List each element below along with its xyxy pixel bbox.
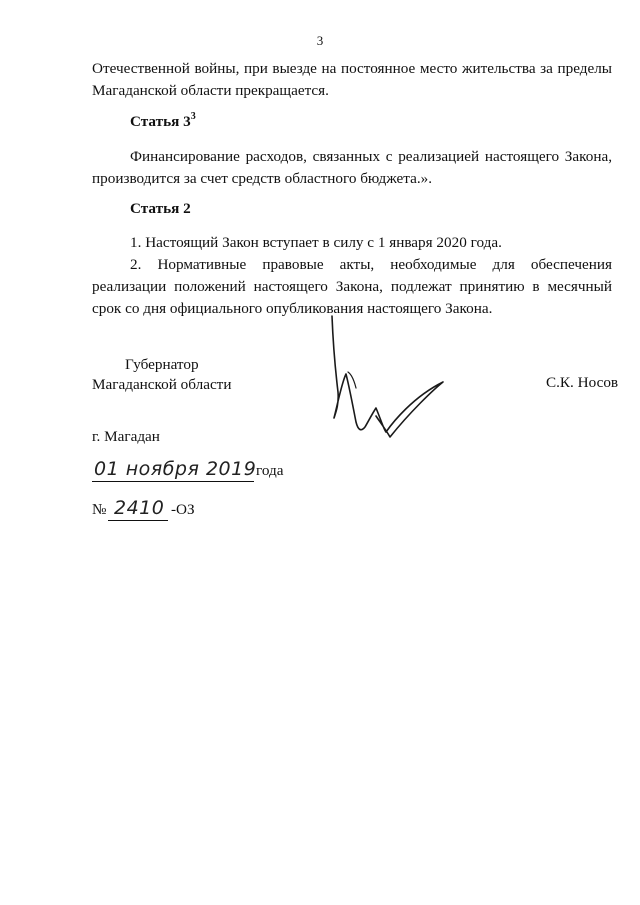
- signatory-title-line1: Губернатор: [125, 356, 199, 373]
- article-3-3-text: Финансирование расходов, связанных с реализацией настоящего Закона, производится за счет средств областного бюджета.».: [92, 148, 612, 187]
- signatory-name: С.К. Носов: [546, 374, 619, 391]
- article-2-item-2: 2. Нормативные правовые акты, необходимые для обеспечения реализации положений настоящего Закона, подлежат принятию в месячный срок со дня официального опубликования настоящего Закона.: [92, 256, 612, 317]
- article-3-3-heading-text: Статья 3: [130, 113, 191, 131]
- law-number: [92, 497, 232, 525]
- article-2-heading: Статья 2: [130, 200, 191, 217]
- handwritten-number: 2410: [114, 497, 165, 519]
- page-number: 3: [316, 33, 324, 48]
- number-underline: [108, 520, 168, 521]
- date-suffix: года: [256, 462, 284, 479]
- signing-date: [92, 458, 312, 486]
- article-3-3-heading: [130, 112, 196, 131]
- article-2-item-1: 1. Настоящий Закон вступает в силу с 1 января 2020 года.: [130, 234, 502, 251]
- article-3-3-superscript: 3: [190, 111, 196, 122]
- place-of-signing: г. Магадан: [92, 428, 160, 445]
- signatory-title-line2: Магаданской области: [92, 376, 232, 393]
- number-suffix: -ОЗ: [171, 501, 195, 518]
- number-sign: №: [92, 501, 107, 518]
- intro-paragraph: Отечественной войны, при выезде на постоянное место жительства за пределы Магаданской области прекращается.: [92, 60, 612, 99]
- date-underline: [92, 481, 254, 482]
- handwritten-signature: [318, 312, 458, 447]
- handwritten-date: 01 ноября 2019: [94, 458, 257, 480]
- signatory-title: [92, 355, 231, 395]
